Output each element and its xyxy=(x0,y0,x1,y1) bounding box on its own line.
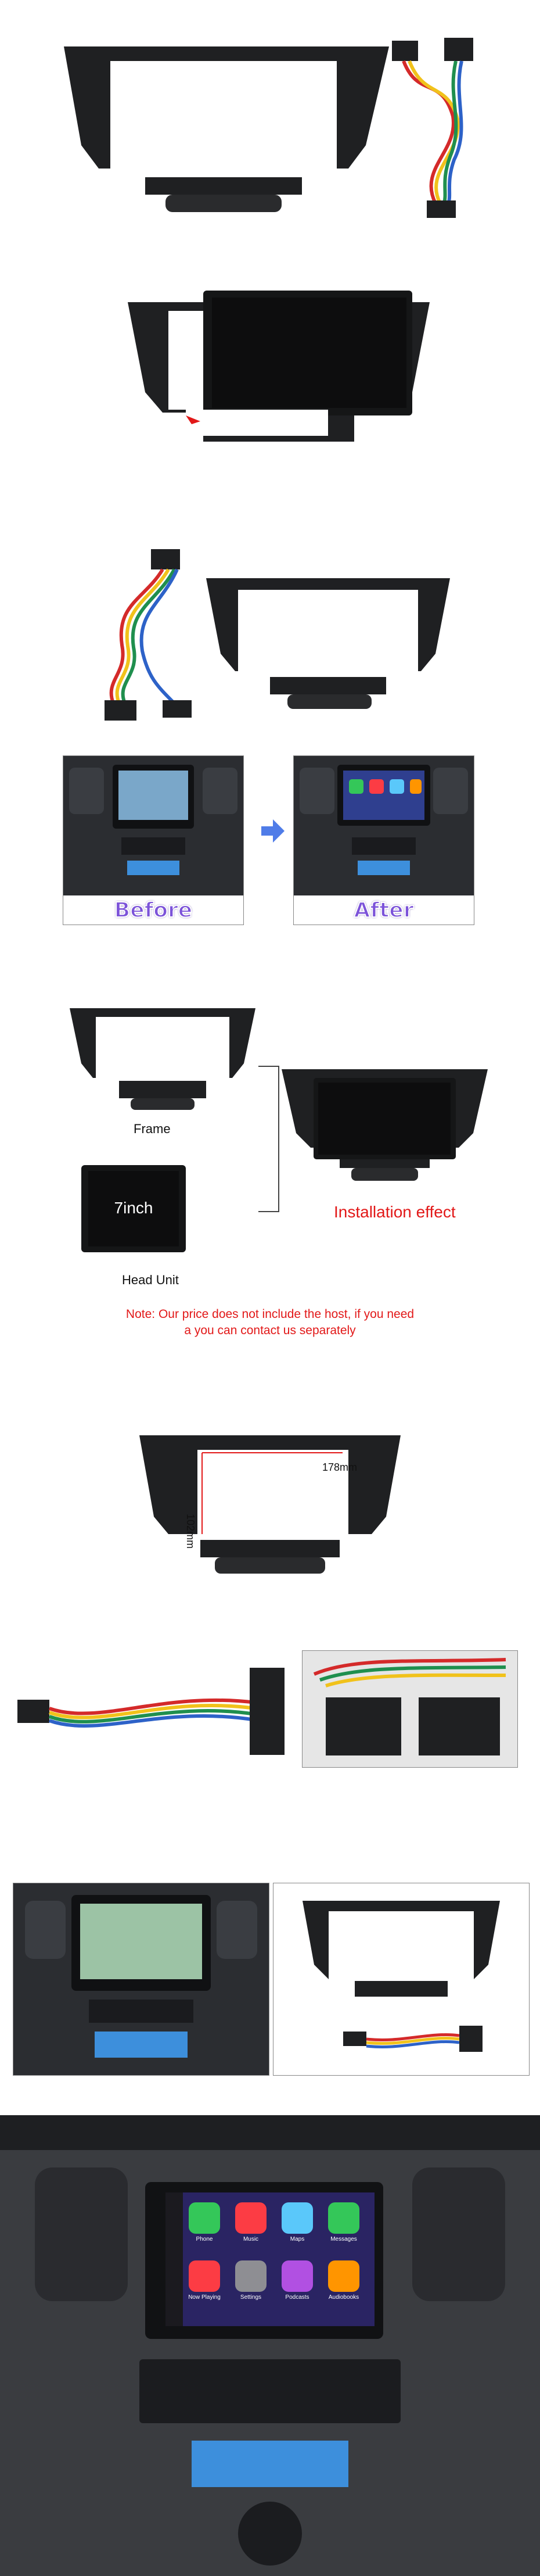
original-dashboard-illustration xyxy=(13,1883,269,2075)
after-label: After xyxy=(354,898,414,922)
height-dimension-label: 102mm xyxy=(185,1514,196,1549)
panel-frame-with-screen xyxy=(0,273,540,494)
audiobooks-icon[interactable] xyxy=(328,2260,359,2292)
before-label: Before xyxy=(114,898,193,922)
panel-before-after xyxy=(0,750,540,936)
panel-carplay-installed xyxy=(0,2115,540,2576)
carplay-app-label: Settings xyxy=(240,2294,262,2301)
settings-icon[interactable] xyxy=(235,2260,267,2292)
messages-icon[interactable] xyxy=(328,2202,359,2234)
panel-package xyxy=(0,1877,540,2086)
phone-icon[interactable] xyxy=(189,2202,220,2234)
carplay-app-label: Maps xyxy=(290,2236,305,2242)
after-photo xyxy=(293,755,474,925)
price-note-line2: a you can contact us separately xyxy=(184,1324,356,1337)
carplay-app-grid[interactable] xyxy=(0,2115,540,2576)
carplay-app-label: Phone xyxy=(196,2236,213,2242)
bracket-connector xyxy=(255,1063,285,1214)
harness-long-image xyxy=(12,1656,302,1767)
before-photo xyxy=(63,755,244,925)
installation-effect-label: Installation effect xyxy=(334,1203,456,1221)
podcasts-icon[interactable] xyxy=(282,2260,313,2292)
carplay-app-label: Podcasts xyxy=(285,2294,309,2301)
connector-closeup-illustration xyxy=(303,1651,517,1767)
wiring-harness-image xyxy=(383,29,488,227)
dash-frame-image xyxy=(64,29,389,227)
now-playing-icon[interactable] xyxy=(189,2260,220,2292)
panel-harness-and-frame xyxy=(0,523,540,744)
panel-installation xyxy=(0,988,540,1337)
head-unit-label: Head Unit xyxy=(122,1273,179,1287)
dimension-frame-image xyxy=(139,1429,401,1604)
head-unit-screen-text: 7inch xyxy=(114,1199,153,1217)
carplay-app-label: Audiobooks xyxy=(328,2294,359,2301)
panel-frame-and-harness xyxy=(0,0,540,244)
original-dashboard-photo xyxy=(13,1883,269,2076)
harness-closeup-photo xyxy=(302,1650,518,1768)
frame-right-image xyxy=(206,572,450,729)
panel-dimensions xyxy=(0,1418,540,1615)
after-dashboard-illustration xyxy=(294,756,474,895)
package-contents-illustration xyxy=(273,1883,529,2075)
package-contents-photo xyxy=(273,1883,530,2076)
harness-left-image xyxy=(93,535,203,721)
music-icon[interactable] xyxy=(235,2202,267,2234)
carplay-app-label: Messages xyxy=(330,2236,357,2242)
carplay-app-label: Music xyxy=(243,2236,259,2242)
head-unit-image xyxy=(81,1165,186,1252)
frame-with-display-image xyxy=(128,291,430,476)
panel-wiring-harness xyxy=(0,1639,540,1784)
price-note-line1: Note: Our price does not include the host, if you need xyxy=(125,1307,415,1321)
carplay-app-label: Now Playing xyxy=(188,2294,221,2301)
frame-only-image xyxy=(70,1005,255,1122)
arrow-right-icon xyxy=(261,819,285,843)
installed-unit-image xyxy=(282,1066,488,1200)
after-label-band xyxy=(294,895,474,925)
before-dashboard-illustration xyxy=(63,756,243,895)
width-dimension-label: 178mm xyxy=(322,1461,358,1473)
maps-icon[interactable] xyxy=(282,2202,313,2234)
before-label-band xyxy=(63,895,243,925)
frame-label: Frame xyxy=(134,1122,171,1136)
